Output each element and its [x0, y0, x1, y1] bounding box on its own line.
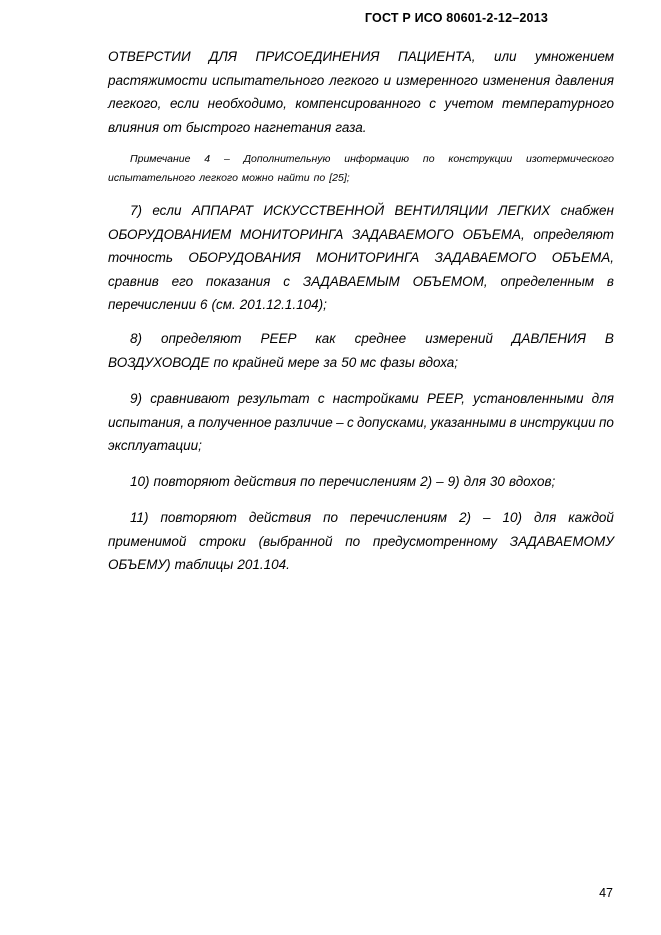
word: ВЕНТИЛЯЦИИ: [394, 203, 488, 218]
word: фазы: [380, 354, 415, 370]
word: перечислениям: [350, 510, 448, 525]
word: в: [606, 273, 614, 289]
word: предусмотренному: [372, 533, 498, 549]
text-line: [108, 530, 614, 554]
paragraph: [108, 387, 614, 458]
text-line: [108, 506, 614, 530]
word: 30: [489, 474, 505, 489]
word: по: [422, 153, 435, 165]
word: 10): [502, 510, 523, 525]
paragraph: [108, 470, 614, 494]
word: 11): [130, 510, 149, 525]
word: определяют: [533, 226, 614, 242]
word: ОБОРУДОВАНИЕМ: [108, 226, 232, 242]
word: ДАВЛЕНИЯ: [511, 331, 586, 346]
word: по: [598, 414, 614, 430]
word: а: [187, 414, 195, 430]
word: легкого,: [108, 96, 162, 111]
word: ЗАДАВАЕМОГО: [434, 250, 537, 265]
word: перечислениям: [319, 474, 417, 489]
word: для: [463, 474, 486, 489]
text-line: [108, 434, 614, 458]
word: 9): [447, 474, 460, 489]
paragraph: [108, 199, 614, 317]
word: компенсированного: [295, 96, 421, 111]
word: сравнив: [108, 273, 159, 289]
text-line: [108, 327, 614, 351]
word: легкого: [199, 172, 238, 184]
word: 6: [200, 297, 208, 312]
word: по: [323, 510, 339, 525]
word: найти: [277, 172, 310, 184]
word: нагнетания: [254, 119, 332, 135]
word: [25];: [329, 172, 350, 184]
word: 2): [459, 510, 472, 525]
word: по: [300, 474, 316, 489]
word: как: [315, 331, 336, 346]
word: установленными: [473, 391, 584, 406]
word: крайней: [232, 354, 284, 370]
word: точность: [108, 250, 174, 265]
paragraph: [108, 45, 614, 139]
word: 7): [130, 203, 143, 218]
word: влияния: [108, 119, 160, 135]
word: ЗАДАВАЕМОГО: [352, 226, 454, 242]
text-line: [108, 92, 614, 116]
word: определенным: [500, 273, 595, 289]
word: испытательного: [108, 172, 196, 184]
word: умножением: [535, 49, 614, 64]
word: PEEP: [260, 331, 297, 346]
word: от: [163, 119, 182, 135]
word: 8): [130, 331, 143, 346]
word: –: [483, 510, 491, 525]
word: среднее: [354, 331, 407, 346]
text-line: [108, 223, 614, 247]
word: –: [436, 474, 444, 489]
word: (см.: [211, 297, 236, 312]
word: строки: [199, 533, 246, 549]
text-line: [108, 553, 614, 577]
text-line: [108, 169, 614, 188]
word: легкого: [329, 72, 379, 88]
word: изотермического: [526, 153, 614, 165]
word: ОБЪЕМОМ,: [412, 273, 488, 289]
word: повторяют: [160, 510, 237, 525]
word: растяжимости: [108, 72, 208, 88]
word: по: [213, 354, 229, 370]
word: с: [283, 273, 290, 289]
word: конструкции: [448, 153, 513, 165]
word: его: [171, 273, 194, 289]
word: инструкции: [519, 414, 596, 430]
word: каждой: [568, 510, 614, 525]
text-line: [108, 411, 614, 435]
text-line: [108, 293, 614, 317]
word: изменения: [482, 72, 551, 88]
word: мере: [287, 354, 320, 370]
word: 10): [130, 474, 150, 489]
word: ИСКУССТВЕННОЙ: [263, 203, 385, 218]
word: 50: [341, 354, 357, 370]
text-line: [108, 116, 614, 140]
word: быстрого: [185, 119, 251, 135]
word: применимой: [108, 533, 187, 549]
document-header: ГОСТ Р ИСО 80601-2-12–2013: [364, 11, 548, 25]
word: если: [152, 203, 182, 218]
word: МОНИТОРИНГА: [240, 226, 344, 242]
word: ВОЗДУХОВОДЕ: [108, 354, 210, 370]
word: повторяют: [153, 474, 230, 489]
word: ОБЪЕМА,: [551, 250, 614, 265]
text-line: [108, 270, 614, 294]
text-line: [108, 387, 614, 411]
word: 9): [130, 391, 143, 406]
word: определяют: [160, 331, 242, 346]
word: вдохов;: [508, 474, 556, 489]
word: перечислении: [108, 297, 197, 312]
word: по: [345, 533, 361, 549]
word: мс: [360, 354, 377, 370]
word: различие: [274, 414, 333, 430]
word: необходимо,: [207, 96, 287, 111]
word: учетом: [444, 96, 494, 111]
word: с: [429, 96, 437, 111]
word: Примечание: [130, 153, 191, 165]
word: 2): [420, 474, 433, 489]
word: ЗАДАВАЕМЫМ: [302, 273, 400, 289]
text-line: [108, 351, 614, 375]
word: В: [604, 331, 614, 346]
word: результат: [237, 391, 310, 406]
word: если: [169, 96, 200, 111]
word: за: [323, 354, 338, 370]
word: ПАЦИЕНТА,: [397, 49, 476, 64]
word: Дополнительную: [243, 153, 331, 165]
word: 201.12.1.104);: [239, 297, 327, 312]
paragraph: [108, 327, 614, 374]
word: или: [493, 49, 517, 64]
text-line: [108, 246, 614, 270]
word: 4: [204, 153, 211, 165]
word: указанными: [430, 414, 507, 430]
word: эксплуатации;: [108, 438, 202, 453]
word: ЗАДАВАЕМОМУ: [509, 533, 614, 549]
text-line: [108, 199, 614, 223]
word: ОБОРУДОВАНИЯ: [188, 250, 301, 265]
text-line: [108, 69, 614, 93]
word: таблицы: [174, 557, 234, 572]
word: сравнивают: [150, 391, 230, 406]
word: по: [313, 172, 326, 184]
word: ПРИСОЕДИНЕНИЯ: [255, 49, 380, 64]
word: давления: [555, 72, 614, 88]
word: испытательного: [212, 72, 325, 88]
word: снабжен: [560, 203, 614, 218]
word: измеренного: [396, 72, 478, 88]
word: с: [346, 414, 354, 430]
word: вдоха;: [418, 354, 459, 370]
word: ОБЪЕМУ): [108, 557, 171, 572]
word: ОТВЕРСТИИ: [108, 49, 191, 64]
word: –: [223, 153, 230, 165]
word: показания: [206, 273, 271, 289]
word: ОБЪЕМА,: [462, 226, 525, 242]
word: PEEP,: [426, 391, 465, 406]
word: допусками,: [357, 414, 428, 430]
word: и: [383, 72, 392, 88]
word: для: [534, 510, 557, 525]
word: можно: [241, 172, 274, 184]
word: –: [336, 414, 344, 430]
word: действия: [233, 474, 297, 489]
word: действия: [248, 510, 312, 525]
word: с: [317, 391, 325, 406]
word: информацию: [344, 153, 410, 165]
text-line: [108, 150, 614, 169]
word: для: [591, 391, 614, 406]
text-line: [108, 45, 614, 69]
word: испытания,: [108, 414, 185, 430]
word: в: [509, 414, 517, 430]
word: 201.104.: [237, 557, 290, 572]
word: настройками: [332, 391, 419, 406]
word: ДЛЯ: [209, 49, 238, 64]
text-line: [108, 470, 614, 494]
word: АППАРАТ: [191, 203, 253, 218]
word: полученное: [198, 414, 272, 430]
word: газа.: [335, 119, 367, 135]
word: (выбранной: [258, 533, 333, 549]
word: измерений: [425, 331, 493, 346]
page-number: 47: [599, 886, 613, 900]
word: температурного: [501, 96, 614, 111]
note-paragraph: [108, 150, 614, 188]
word: ЛЕГКИХ: [498, 203, 551, 218]
paragraph: [108, 506, 614, 577]
word: МОНИТОРИНГА: [315, 250, 420, 265]
